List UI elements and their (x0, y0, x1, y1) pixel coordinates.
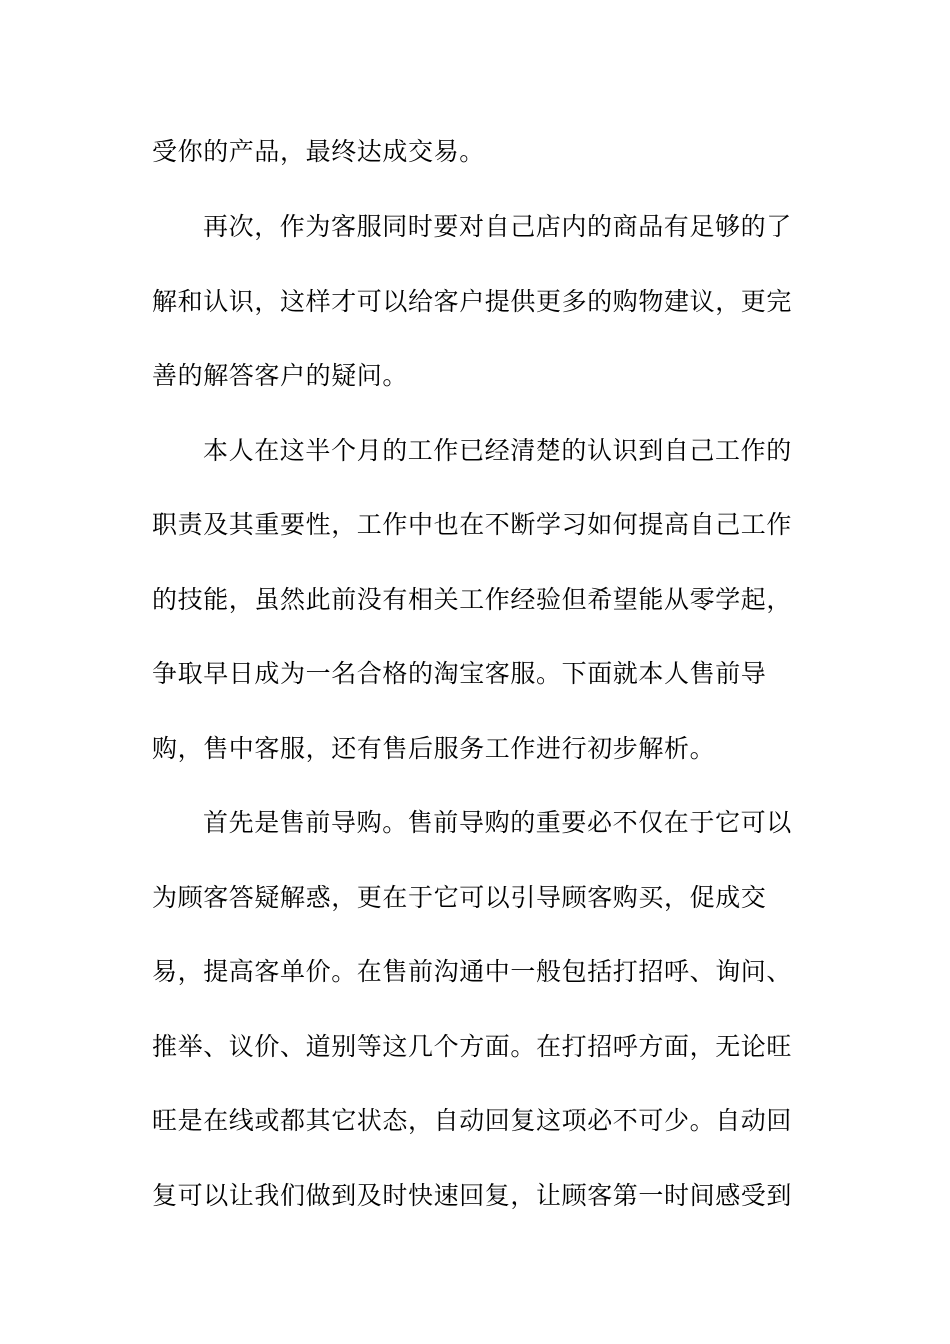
text-line: 善的解答客户的疑问。 (152, 361, 409, 390)
text-line: 解和认识，这样才可以给客户提供更多的购物建议，更完 (152, 287, 793, 316)
text-line: 争取早日成为一名合格的淘宝客服。下面就本人售前导 (152, 659, 767, 688)
text-line: 受你的产品，最终达成交易。 (152, 137, 485, 166)
text-line: 旺是在线或都其它状态，自动回复这项必不可少。自动回 (152, 1106, 793, 1135)
paragraph-first-line: 本人在这半个月的工作已经清楚的认识到自己工作的 (203, 436, 792, 465)
paragraph-first-line: 首先是售前导购。售前导购的重要必不仅在于它可以 (203, 808, 792, 837)
text-line: 易，提高客单价。在售前沟通中一般包括打招呼、询问、 (152, 957, 793, 986)
text-line: 复可以让我们做到及时快速回复，让顾客第一时间感受到 (152, 1181, 793, 1210)
paragraph-first-line: 再次，作为客服同时要对自己店内的商品有足够的了 (203, 212, 792, 241)
text-line: 职责及其重要性，工作中也在不断学习如何提高自己工作 (152, 510, 793, 539)
text-line: 的技能，虽然此前没有相关工作经验但希望能从零学起， (152, 585, 793, 614)
text-line: 购，售中客服，还有售后服务工作进行初步解析。 (152, 734, 716, 763)
text-line: 推举、议价、道别等这几个方面。在打招呼方面，无论旺 (152, 1032, 793, 1061)
text-line: 为顾客答疑解惑，更在于它可以引导顾客购买，促成交 (152, 883, 767, 912)
